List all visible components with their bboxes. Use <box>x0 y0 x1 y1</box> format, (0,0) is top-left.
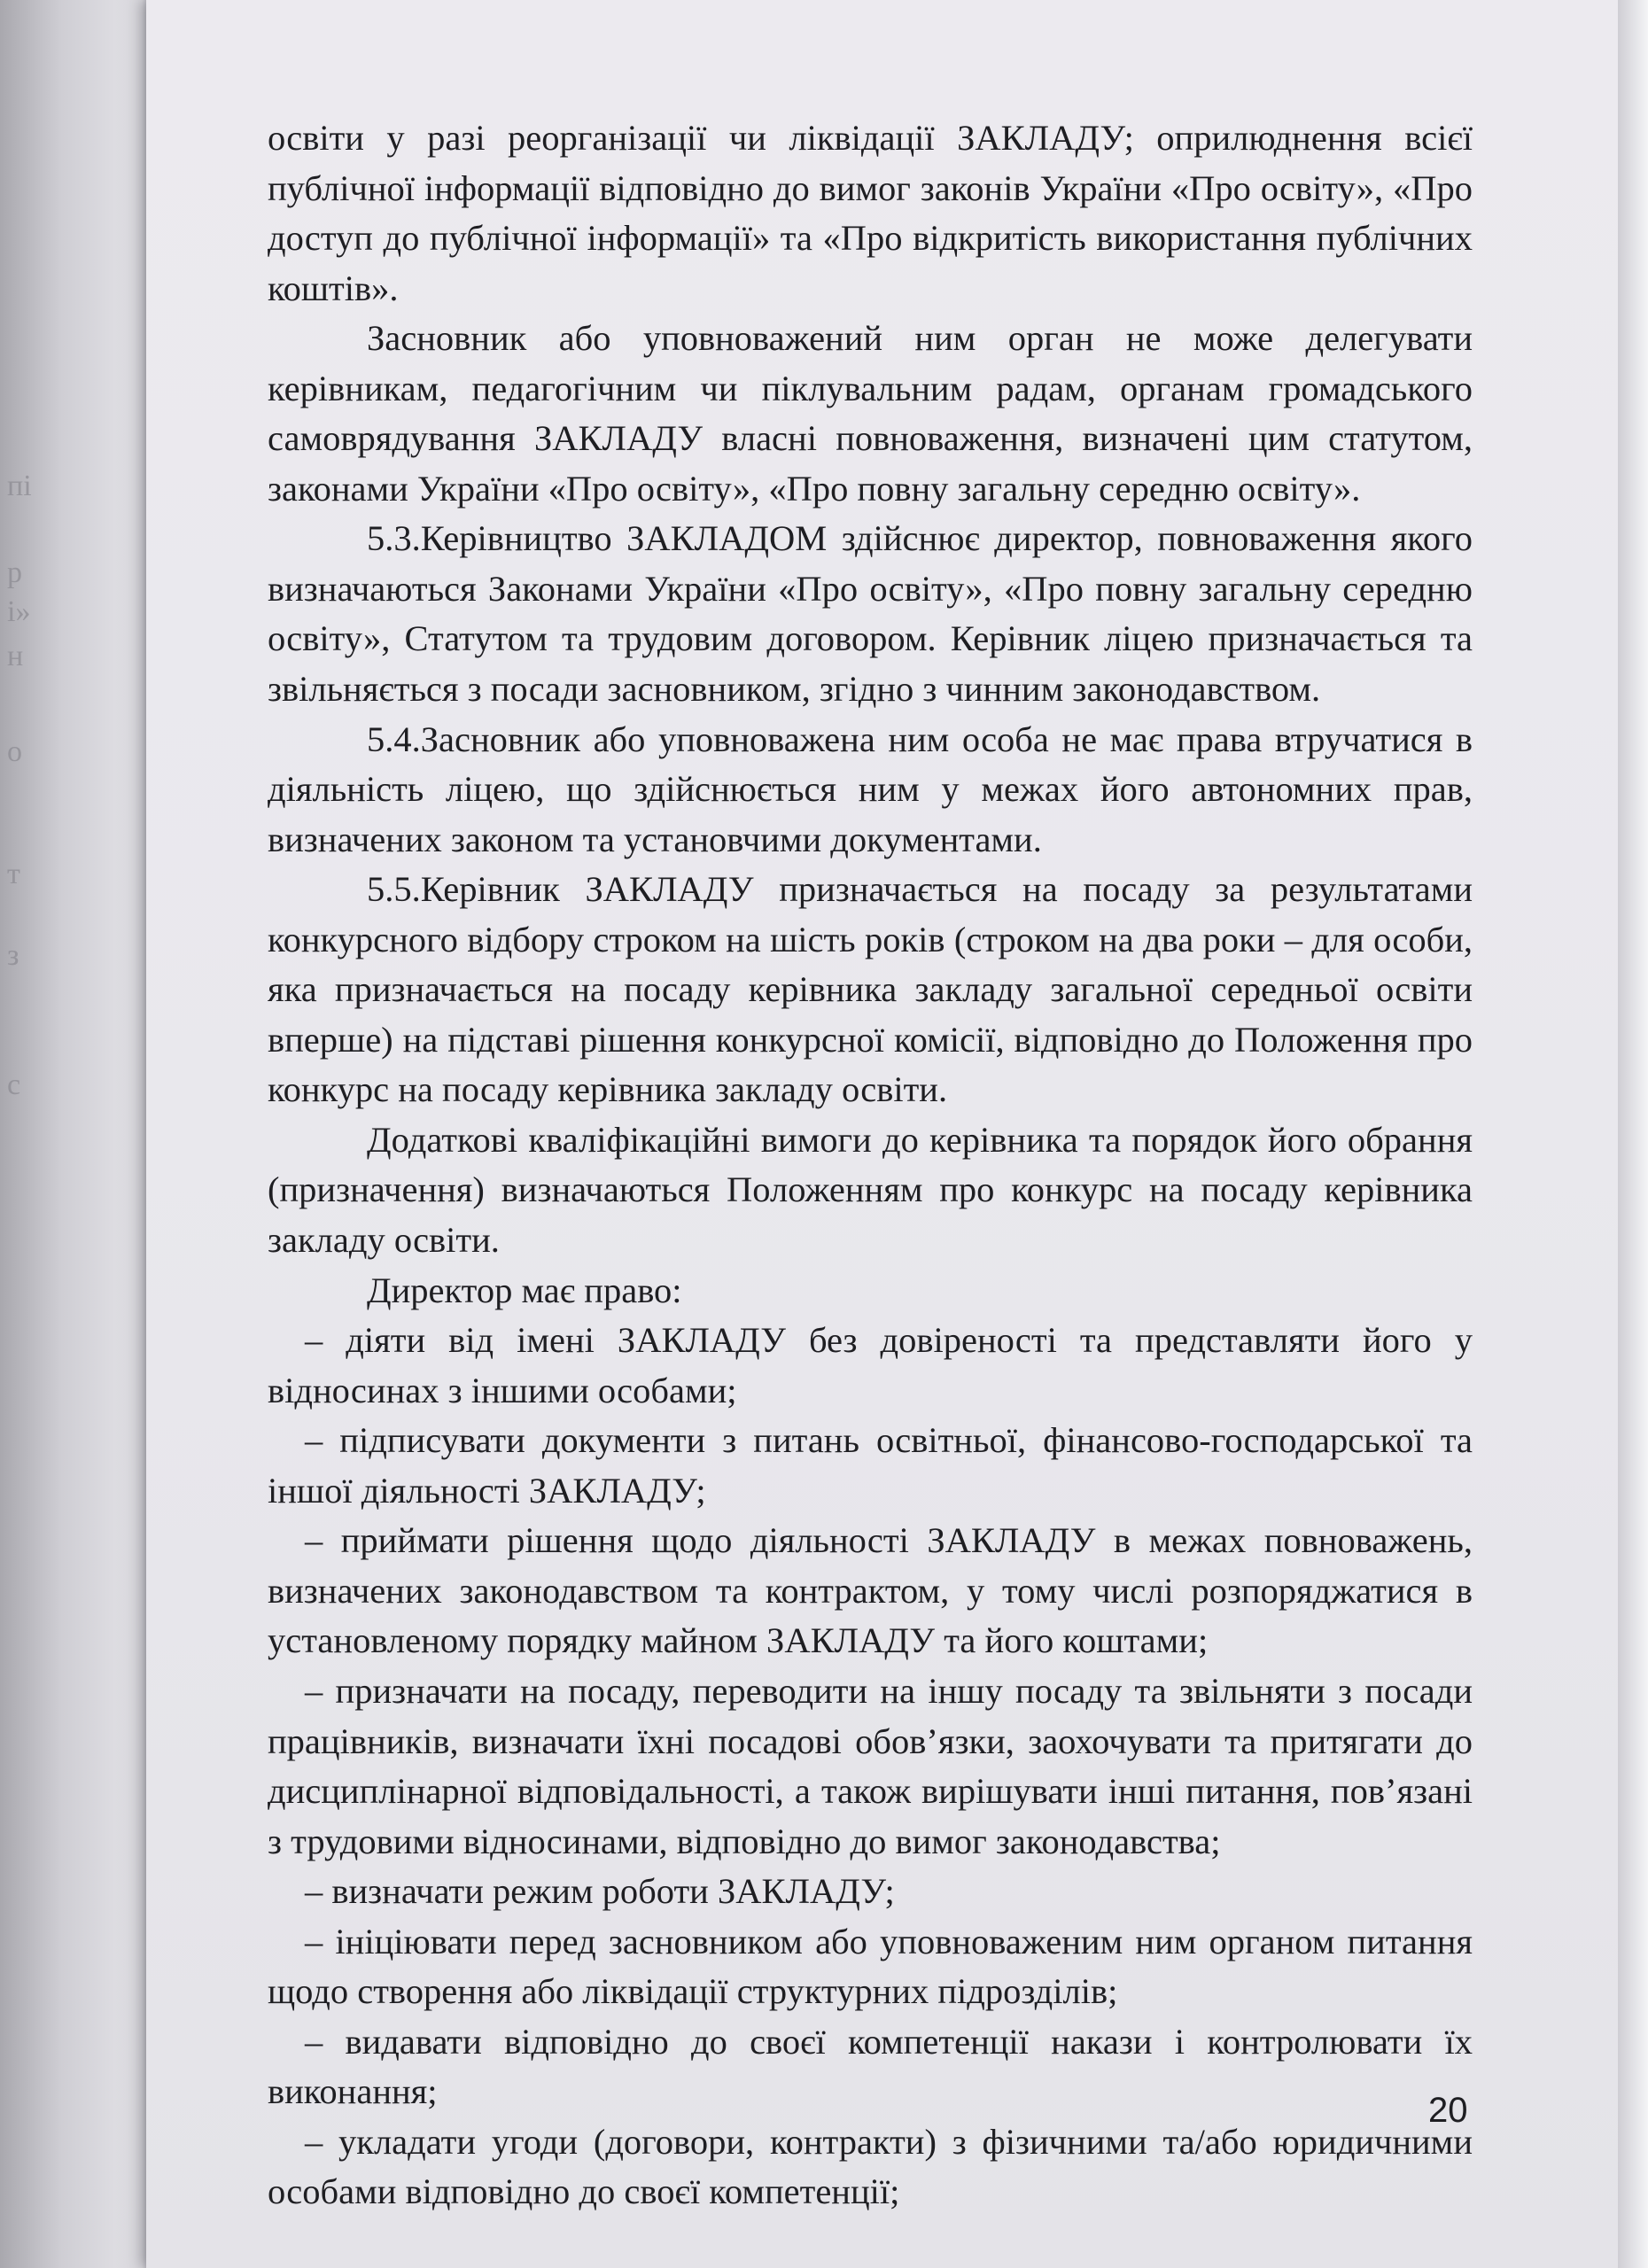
list-item: – діяти від імені ЗАКЛАДУ без довіреності та представляти його у відносинах з іншими особами; <box>268 1320 1473 1410</box>
page-number: 20 <box>1428 2091 1468 2130</box>
list-item: – визначати режим роботи ЗАКЛАДУ; <box>305 1871 895 1912</box>
right-page-edge <box>1618 0 1648 2268</box>
paragraph: 5.4.Засновник або уповноважена ним особа не має права втручатися в діяльність ліцею, що здійснюється ним у межах його автономних прав, визначених законом та установчими документами. <box>268 718 1473 859</box>
margin-fragment: р <box>7 556 22 589</box>
paragraph: Директор має право: <box>367 1270 682 1310</box>
margin-fragment: і» <box>7 595 31 628</box>
margin-fragment: з <box>7 939 19 972</box>
document-text <box>268 113 1473 2218</box>
margin-fragment: о <box>7 735 22 768</box>
paragraph: 5.5.Керівник ЗАКЛАДУ призначається на посаду за результатами конкурсного відбору строком на шість років (строком на два роки – для особи, яка призначається на посаду керівника закладу загальної середньої освіти вперше) на підставі рішення конкурсної комісії, відповідно до Положення про конкурс на посаду керівника закладу освіти. <box>268 869 1473 1110</box>
paragraph: Засновник або уповноважений ним орган не може делегувати керівникам, педагогічним чи піклувальним радам, органам громадського самоврядування ЗАКЛАДУ власні повноваження, визначені цим статутом, законами України «Про освіту», «Про повну загальну середню освіту». <box>268 318 1473 509</box>
list-item: – підписувати документи з питань освітньої, фінансово-господарської та іншої діяльності ЗАКЛАДУ; <box>268 1420 1473 1511</box>
list-item: – видавати відповідно до своєї компетенції накази і контролювати їх виконання; <box>268 2021 1473 2112</box>
previous-page-edge <box>0 0 146 2268</box>
margin-fragment: н <box>7 640 24 672</box>
list-item: – ініціювати перед засновником або уповноваженим ним органом питання щодо створення або ліквідації структурних підрозділів; <box>268 1921 1473 2012</box>
paragraph: Додаткові кваліфікаційні вимоги до керівника та порядок його обрання (призначення) визначаються Положенням про конкурс на посаду керівника закладу освіти. <box>268 1119 1473 1261</box>
list-item: – призначати на посаду, переводити на іншу посаду та звільняти з посади працівників, визначати їхні посадові обов’язки, заохочувати та притягати до дисциплінарної відповідальності, а також вирішувати інші питання, пов’язані з трудовими відносинами, відповідно до вимог законодавства; <box>268 1670 1473 1861</box>
list-item: – приймати рішення щодо діяльності ЗАКЛАДУ в межах повноважень, визначених законодавством та контрактом, у тому числі розпоряджатися в установленому порядку майном ЗАКЛАДУ та його коштами; <box>268 1520 1473 1661</box>
list-item: – укладати угоди (договори, контракти) з фізичними та/або юридичними особами відповідно до своєї компетенції; <box>268 2121 1473 2212</box>
paragraph: освіти у разі реорганізації чи ліквідації ЗАКЛАДУ; оприлюднення всієї публічної інформації відповідно до вимог законів України «Про освіту», «Про доступ до публічної інформації» та «Про відкритість використання публічних коштів». <box>268 118 1473 308</box>
paragraph: 5.3.Керівництво ЗАКЛАДОМ здійснює директор, повноваження якого визначаються Законами України «Про освіту», «Про повну загальну середню освіту», Статутом та трудовим договором. Керівник ліцею призначається та звільняється з посади засновником, згідно з чинним законодавством. <box>268 518 1473 710</box>
margin-fragment: с <box>7 1068 21 1101</box>
margin-fragment: пі <box>7 470 32 502</box>
margin-fragment: т <box>7 858 20 890</box>
